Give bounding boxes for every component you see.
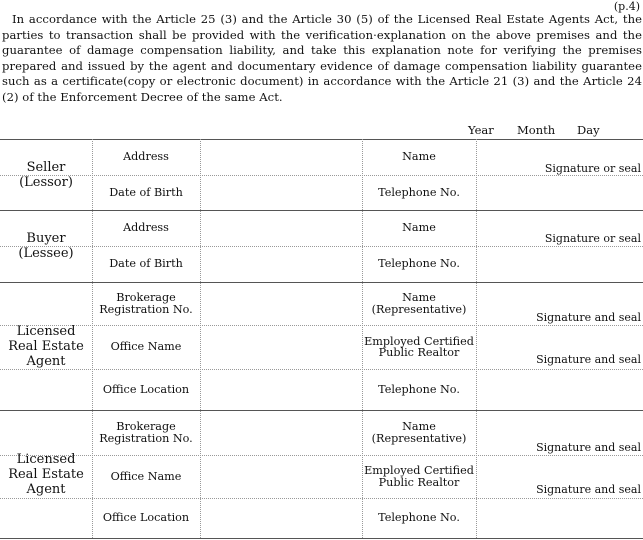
agent1-name-label: Name (Representative) [371,291,467,316]
agent2-employed-signature-label: Signature and seal [536,483,641,496]
buyer-name-label: Name [402,221,436,235]
buyer-signature-label: Signature or seal [544,232,641,245]
agent2-employed-label: Employed Certified Public Realtor [364,464,474,489]
agent1-employed-label: Employed Certified Public Realtor [364,334,474,359]
agent1-office-location-label: Office Location [102,382,190,396]
agent2-office-location-label: Office Location [102,511,190,525]
buyer-phone-label: Telephone No. [378,257,460,271]
seller-signature-label: Signature or seal [544,162,641,175]
agent2-name-label: Name (Representative) [371,420,467,445]
seller-name-label: Name [402,150,436,164]
agent2-phone-label: Telephone No. [378,511,460,525]
column-divider [200,139,201,538]
agent1-label: Licensed Real Estate Agent [8,323,84,369]
seller-phone-label: Telephone No. [378,185,460,199]
seller-birth-label: Date of Birth [109,185,183,199]
table-bottom-border [0,538,643,539]
agent2-signature-label: Signature and seal [536,441,641,454]
intro-paragraph: In accordance with the Article 25 (3) and the Article 30 (5) of the Licensed Real Estate Agents Act, the parties to transaction shall be provided with the verification·explanation on the above premises and the guarantee of damage compensation liability, and take this explanation note for verifying the premises prepared and issued by the agent and documentary evidence of damage compensation liability guarantee such as a certificate(copy or electronic document) in accordance with the Article 21 (3) and the Article 24 (2) of the Enforcement Decree of the same Act. [2,12,642,104]
buyer-label: Buyer (Lessee) [18,231,74,261]
buyer-address-label: Address [123,221,169,235]
agent2-registration-label: Brokerage Registration No. [99,420,193,445]
agent1-office-name-label: Office Name [110,340,182,354]
date-day-label: Day [577,123,600,137]
agent2-label: Licensed Real Estate Agent [8,451,84,497]
agent1-signature-label: Signature and seal [536,311,641,324]
date-month-label: Month [517,123,556,137]
date-year-label: Year [468,123,494,137]
agent2-office-name-label: Office Name [110,469,182,483]
page-number: (p.4) [613,0,640,13]
agent1-employed-signature-label: Signature and seal [536,353,641,366]
seller-label: Seller (Lessor) [19,159,73,190]
buyer-birth-label: Date of Birth [109,257,183,271]
agent1-registration-label: Brokerage Registration No. [99,291,193,316]
agent1-phone-label: Telephone No. [378,382,460,396]
column-divider [476,139,477,538]
seller-address-label: Address [123,150,169,164]
